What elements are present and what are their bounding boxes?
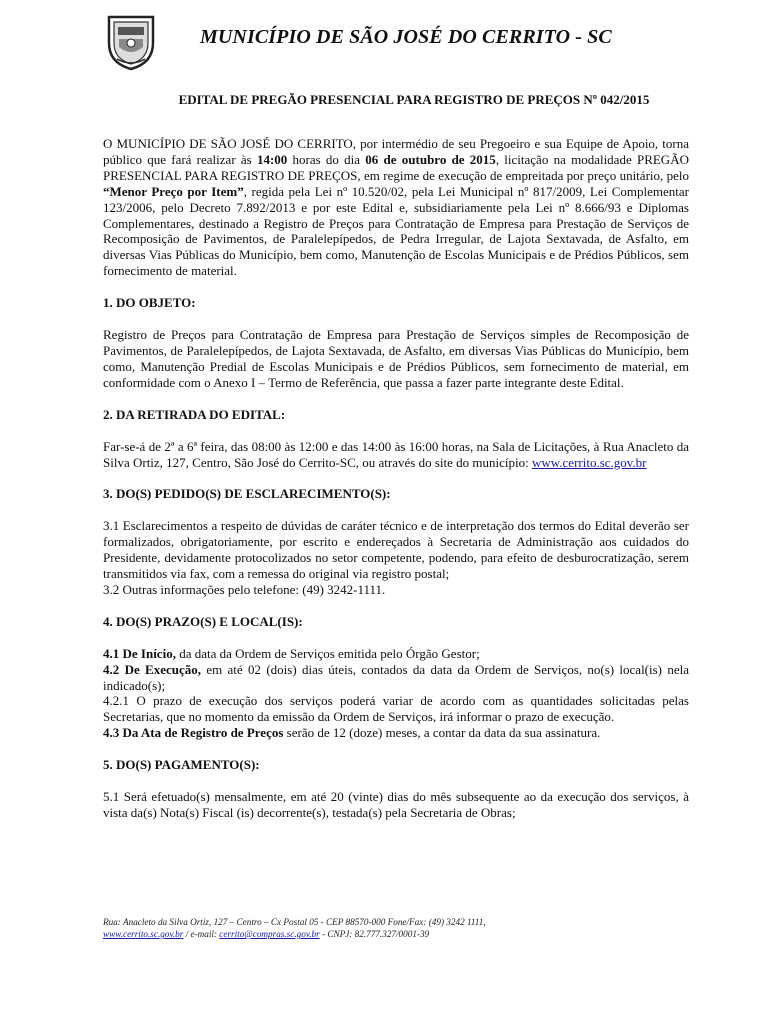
footer-address: Rua: Anacleto da Silva Ortiz, 127 – Centro – Cx Postal 05 - CEP 88570-000 Fone/Fax: (49) 3242 1111,: [103, 917, 486, 927]
document-body: [103, 136, 689, 821]
section-5-heading: 5. DO(S) PAGAMENTO(S):: [103, 757, 260, 773]
edital-title-text: EDITAL DE PREGÃO PRESENCIAL PARA REGISTRO DE PREÇOS Nº 042/2015: [178, 92, 650, 107]
section-2-heading: 2. DA RETIRADA DO EDITAL:: [103, 406, 286, 422]
municipal-crest-icon: [105, 13, 157, 71]
municipality-title: MUNICÍPIO DE SÃO JOSÉ DO CERRITO - SC: [200, 26, 612, 48]
edital-title: [103, 92, 689, 107]
section-4-2-1: 4.2.1 O prazo de execução dos serviços poderá variar de acordo com as quantidades solicitadas pelas Secretarias, que no momento da emissão da Ordem de Serviços, irá informar o prazo de execução.: [103, 693, 689, 725]
section-3-heading: 3. DO(S) PEDIDO(S) DE ESCLARECIMENTO(S):: [103, 486, 391, 502]
section-2-text: Far-se-á de 2ª a 6ª feira, das 08:00 às 12:00 e das 14:00 às 16:00 horas, na Sala de Licitações, à Rua Anacleto da Silva Ortiz, 127, Centro, São José do Cerrito-SC, ou através do site do município: www.cerrito.sc.gov.br: [103, 438, 689, 470]
footer-email-link[interactable]: cerrito@compras.sc.gov.br: [219, 929, 320, 939]
municipality-site-link[interactable]: www.cerrito.sc.gov.br: [531, 454, 647, 470]
section-1-text: Registro de Preços para Contratação de Empresa para Prestação de Serviços simples de Recomposição de Pavimentos, de Paralelepípedos, de Lajota Sextavada, de Asfalto, em diversas Vias Públicas do Município, bem como, Manutenção Predial de Escolas Municipais e de Prédios Públicos, sem fornecimento de material, em conformidade com o Anexo I – Termo de Referência, que passa a fazer parte integrante deste Edital.: [103, 327, 689, 390]
section-4-heading: 4. DO(S) PRAZO(S) E LOCAL(IS):: [103, 613, 303, 629]
award-criterion: “Menor Preço por Item”: [103, 183, 244, 199]
section-4-3: 4.3 Da Ata de Registro de Preços serão de 12 (doze) meses, a contar da data da sua assinatura.: [103, 725, 601, 741]
footer-contacts: www.cerrito.sc.gov.br / e-mail: cerrito@compras.sc.gov.br - CNPJ: 82.777.327/0001-39: [103, 929, 430, 939]
page-footer: [103, 916, 703, 940]
section-1-heading: 1. DO OBJETO:: [103, 295, 196, 311]
section-3-1: 3.1 Esclarecimentos a respeito de dúvidas de caráter técnico e de interpretação dos termos do Edital deverão ser formalizados, obrigatoriamente, por escrito e endereçados à Secretaria de Administração aos cuidados do Presidente, devidamente protocolizados no setor competente, podendo, para efeito de desburocratização, serem transmitidos via fax, com a remessa do original via registro postal;: [103, 518, 689, 582]
page-header: [0, 0, 770, 80]
section-4-2: 4.2 De Execução, em até 02 (dois) dias úteis, contados da data da Ordem de Serviços, no(s) local(is) nela indicado(s);: [103, 661, 689, 693]
intro-paragraph: O MUNICÍPIO DE SÃO JOSÉ DO CERRITO, por intermédio de seu Pregoeiro e sua Equipe de Apoio, torna público que fará realizar às 14:00 horas do dia 06 de outubro de 2015, licitação na modalidade PREGÃO PRESENCIAL PARA REGISTRO DE PREÇOS, em regime de execução de empreitada por preço unitário, pelo “Menor Preço por Item”, regida pela Lei nº 10.520/02, pela Lei Municipal nº 817/2009, Lei Complementar 123/2006, pelo Decreto 7.892/2013 e por este Edital e, subsidiariamente pela Lei nº 8.666/93 e Diplomas Complementares, destinado a Registro de Preços para Contratação de Empresa para Prestação de Serviços de Recomposição de Pavimentos, de Paralelepípedos, de Pedra Irregular, de Lajota Sextavada, de Asfalto, em diversas Vias Públicas do Município, bem como, Manutenção de Escolas Municipais e de Prédios Públicos, sem fornecimento de material.: [103, 136, 689, 279]
section-4-1: 4.1 De Início, da data da Ordem de Serviços emitida pelo Órgão Gestor;: [103, 645, 480, 661]
section-3-2: 3.2 Outras informações pelo telefone: (49) 3242-1111.: [103, 581, 386, 597]
footer-site-link[interactable]: www.cerrito.sc.gov.br: [103, 929, 184, 939]
section-5-1: 5.1 Será efetuado(s) mensalmente, em até 20 (vinte) dias do mês subsequente ao da execução dos serviços, à vista da(s) Nota(s) Fiscal (is) decorrente(s), testada(s) pela Secretaria de Obras;: [103, 789, 689, 820]
opening-date: 06 de outubro de 2015: [365, 151, 496, 167]
opening-time: 14:00: [256, 151, 288, 167]
